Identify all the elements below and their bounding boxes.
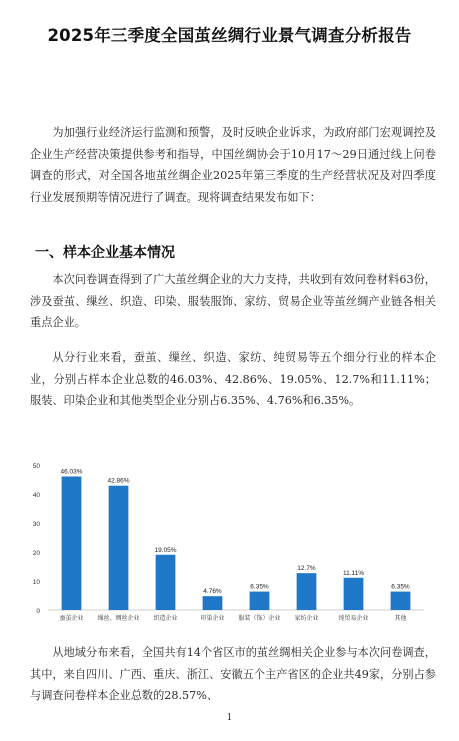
bar	[203, 596, 223, 610]
category-label: 蚕茧企业	[59, 616, 84, 622]
category-label: 印染企业	[200, 616, 225, 622]
intro-paragraph: 为加强行业经济运行监测和预警，及时反映企业诉求，为政府部门宏观调控及企业生产经营决策提供参考和指导，中国丝绸协会于10月17～29日通过线上问卷调查的形式，对全国各地茧丝绸企业2025年第三季度的生产经营状况及对四季度行业发展预期等情况进行了调查。现将调查结果发布如下：	[30, 126, 436, 204]
bar	[344, 578, 364, 610]
y-tick-label: 10	[32, 579, 40, 586]
bar	[156, 555, 176, 610]
data-label: 46.03%	[60, 468, 83, 476]
section-heading: 一、样本企业基本情况	[35, 245, 175, 261]
category-label: 缫丝、绸丝企业	[97, 616, 140, 622]
category-label: 服装（饰）企业	[238, 616, 281, 622]
data-label: 6.35%	[250, 583, 269, 591]
category-label: 家纺企业	[294, 616, 319, 622]
bar	[391, 592, 411, 610]
y-tick-label: 20	[32, 550, 40, 557]
section-paragraph: 本次问卷调查得到了广大茧丝绸企业的大力支持，共收到有效问卷材料63份，涉及蚕茧、缫丝、织造、印染、服装服饰、家纺、贸易企业等茧丝绸产业链各相关重点企业。	[30, 273, 436, 329]
page-number: 1	[226, 713, 233, 723]
y-tick-label: 0	[36, 608, 40, 615]
category-label: 其他	[394, 616, 407, 622]
section-paragraph: 从分行业来看，蚕茧、缫丝、织造、家纺、纯贸易等五个细分行业的样本企业，分别占样本企业总数的46.03%、42.86%、19.05%、12.7%和11.11%；服装、印染企业和其他类型企业分别占6.35%、4.76%和6.35%。	[30, 351, 436, 407]
bar	[250, 592, 270, 610]
bar	[109, 486, 129, 610]
y-tick-label: 50	[32, 463, 40, 470]
data-label: 11.11%	[342, 569, 365, 577]
y-tick-label: 30	[32, 521, 40, 528]
data-label: 42.86%	[107, 477, 130, 485]
bar	[62, 477, 82, 610]
page-title: 2025年三季度全国茧丝绸行业景气调查分析报告	[47, 26, 412, 45]
bar	[297, 573, 317, 610]
section-paragraph: 从地域分布来看，全国共有14个省区市的茧丝绸相关企业参与本次问卷调查，其中，来自四川、广西、重庆、浙江、安徽五个主产省区的企业共49家，分别占参与调查问卷样本企业总数的28.57%、	[30, 646, 436, 702]
data-label: 4.76%	[203, 588, 222, 596]
category-label: 纯贸易企业	[338, 616, 369, 622]
data-label: 12.7%	[297, 565, 316, 573]
data-label: 19.05%	[154, 546, 177, 554]
data-label: 6.35%	[391, 583, 410, 591]
category-label: 织造企业	[153, 616, 178, 622]
industry-share-bar-chart	[30, 455, 430, 625]
y-tick-label: 40	[32, 492, 40, 499]
